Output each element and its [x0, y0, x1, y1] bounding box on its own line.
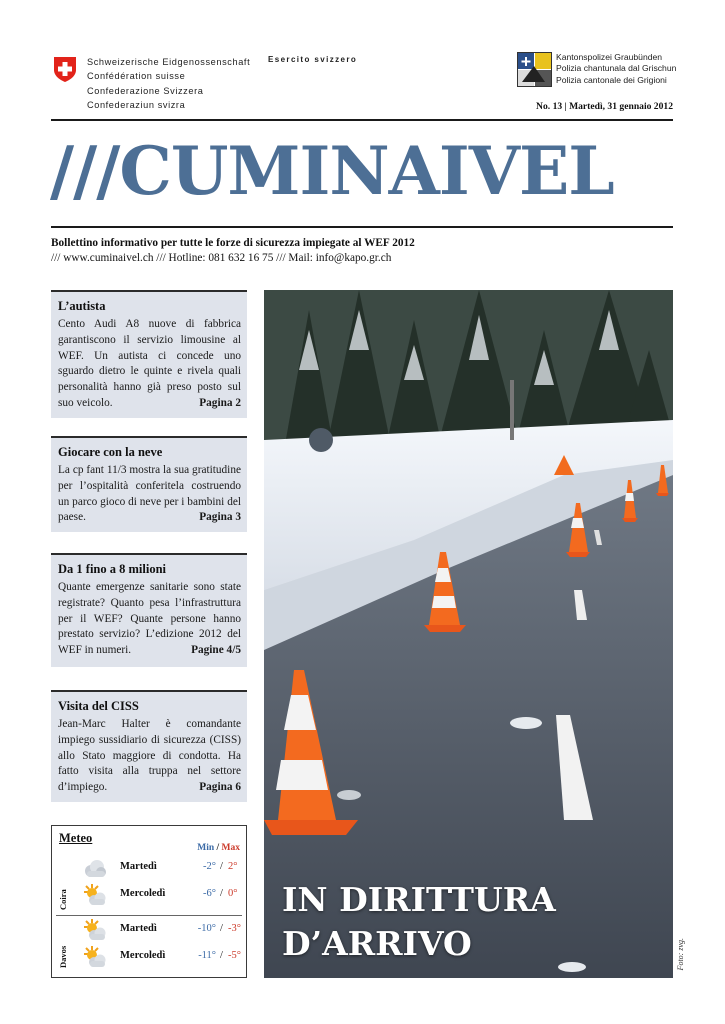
teaser-ciss[interactable] — [51, 690, 247, 802]
weather-row: Martedì -10° / -3° — [80, 918, 246, 944]
confed-line: Confédération suisse — [87, 71, 186, 82]
city-label: Coira — [58, 889, 68, 910]
confed-line: Confederazione Svizzera — [87, 85, 204, 96]
teaser-title: Da 1 fino a 8 milioni — [58, 562, 166, 576]
teaser-text: Jean-Marc Halter è comandante impiego sussidiario di sicurezza (CISS) allo Stato maggiore di condotta. Ha fatto visita alla truppa nel settore d’impiego. Pagina 6 — [58, 717, 241, 796]
police-crest-logo — [517, 52, 552, 87]
weather-title: Meteo — [59, 831, 93, 845]
teaser-neve[interactable] — [51, 436, 247, 532]
contact-line: /// www.cuminaivel.ch /// Hotline: 081 632 16 75 /// Mail: info@kapo.gr.ch — [51, 252, 392, 264]
weather-row: Mercoledì -11° / -5° — [80, 945, 246, 971]
photo-credit: Foto: zvg. — [676, 938, 685, 971]
weather-box — [51, 825, 247, 978]
cover-headline — [282, 878, 556, 966]
confed-line: Schweizerische Eidgenossenschaft — [87, 57, 251, 67]
masthead-title: ///CUMINAIVEL — [50, 132, 614, 210]
headline-line: D’ARRIVO — [282, 924, 472, 963]
police-line: Polizia cantonale dei Grigioni — [556, 74, 667, 85]
divider — [51, 119, 673, 121]
teaser-title: Giocare con la neve — [58, 445, 163, 459]
page-ref[interactable]: Pagina 2 — [199, 396, 241, 409]
page-ref[interactable]: Pagine 4/5 — [191, 644, 241, 657]
cover-photo — [264, 290, 673, 978]
police-line: Polizia chantunala dal Grischun — [556, 63, 677, 74]
teaser-text: Cento Audi A8 nuove di fabbrica garantiscono il servizio limousine al WEF. Un autista ci concede uno sguardo dietro le quinte e rivela quali personalità hanno già preso posto sul suo veicolo. Pagina 2 — [58, 317, 241, 412]
confed-line: Confederaziun svizra — [87, 99, 186, 110]
army-label: Esercito svizzero — [268, 55, 358, 64]
minmax-legend: Min / Max — [197, 843, 240, 853]
tagline: Bollettino informativo per tutte le forze di sicurezza impiegate al WEF 2012 — [51, 237, 415, 249]
teaser-autista[interactable] — [51, 290, 247, 418]
teaser-text: La cp fant 11/3 mostra la sua gratitudine per l’ospitalità conferitela costruendo un parco gioco di neve per i bambini del paese. Pagina 3 — [58, 463, 241, 526]
sun-cloud-icon — [82, 918, 108, 944]
sun-cloud-icon — [82, 883, 108, 909]
confederation-names — [87, 55, 250, 112]
teaser-text: Quante emergenze sanitarie sono state registrate? Quanto pesa l’infrastruttura per il WEF? Quante persone hanno prestato servizio? L’edizione 2012 del WEF in numeri. Pagine 4/5 — [58, 580, 241, 659]
weather-row: Martedì -2° / 2° — [80, 856, 246, 882]
sun-cloud-icon — [82, 945, 108, 971]
weather-row: Mercoledì -6° / 0° — [80, 883, 246, 909]
headline-line: IN DIRITTURA — [282, 880, 556, 919]
teaser-milioni[interactable] — [51, 553, 247, 667]
swiss-cross-logo — [51, 55, 79, 83]
city-label: Davos — [58, 945, 68, 968]
page-ref[interactable]: Pagina 6 — [199, 781, 241, 794]
divider — [51, 226, 673, 228]
teaser-title: Visita del CISS — [58, 699, 139, 713]
page-ref[interactable]: Pagina 3 — [199, 511, 241, 524]
divider — [56, 915, 242, 916]
police-line: Kantonspolizei Graubünden — [556, 52, 663, 62]
police-names — [556, 52, 676, 86]
cloud-icon — [82, 856, 108, 882]
teaser-title: L’autista — [58, 299, 106, 313]
issue-date: No. 13 | Martedì, 31 gennaio 2012 — [536, 101, 673, 112]
